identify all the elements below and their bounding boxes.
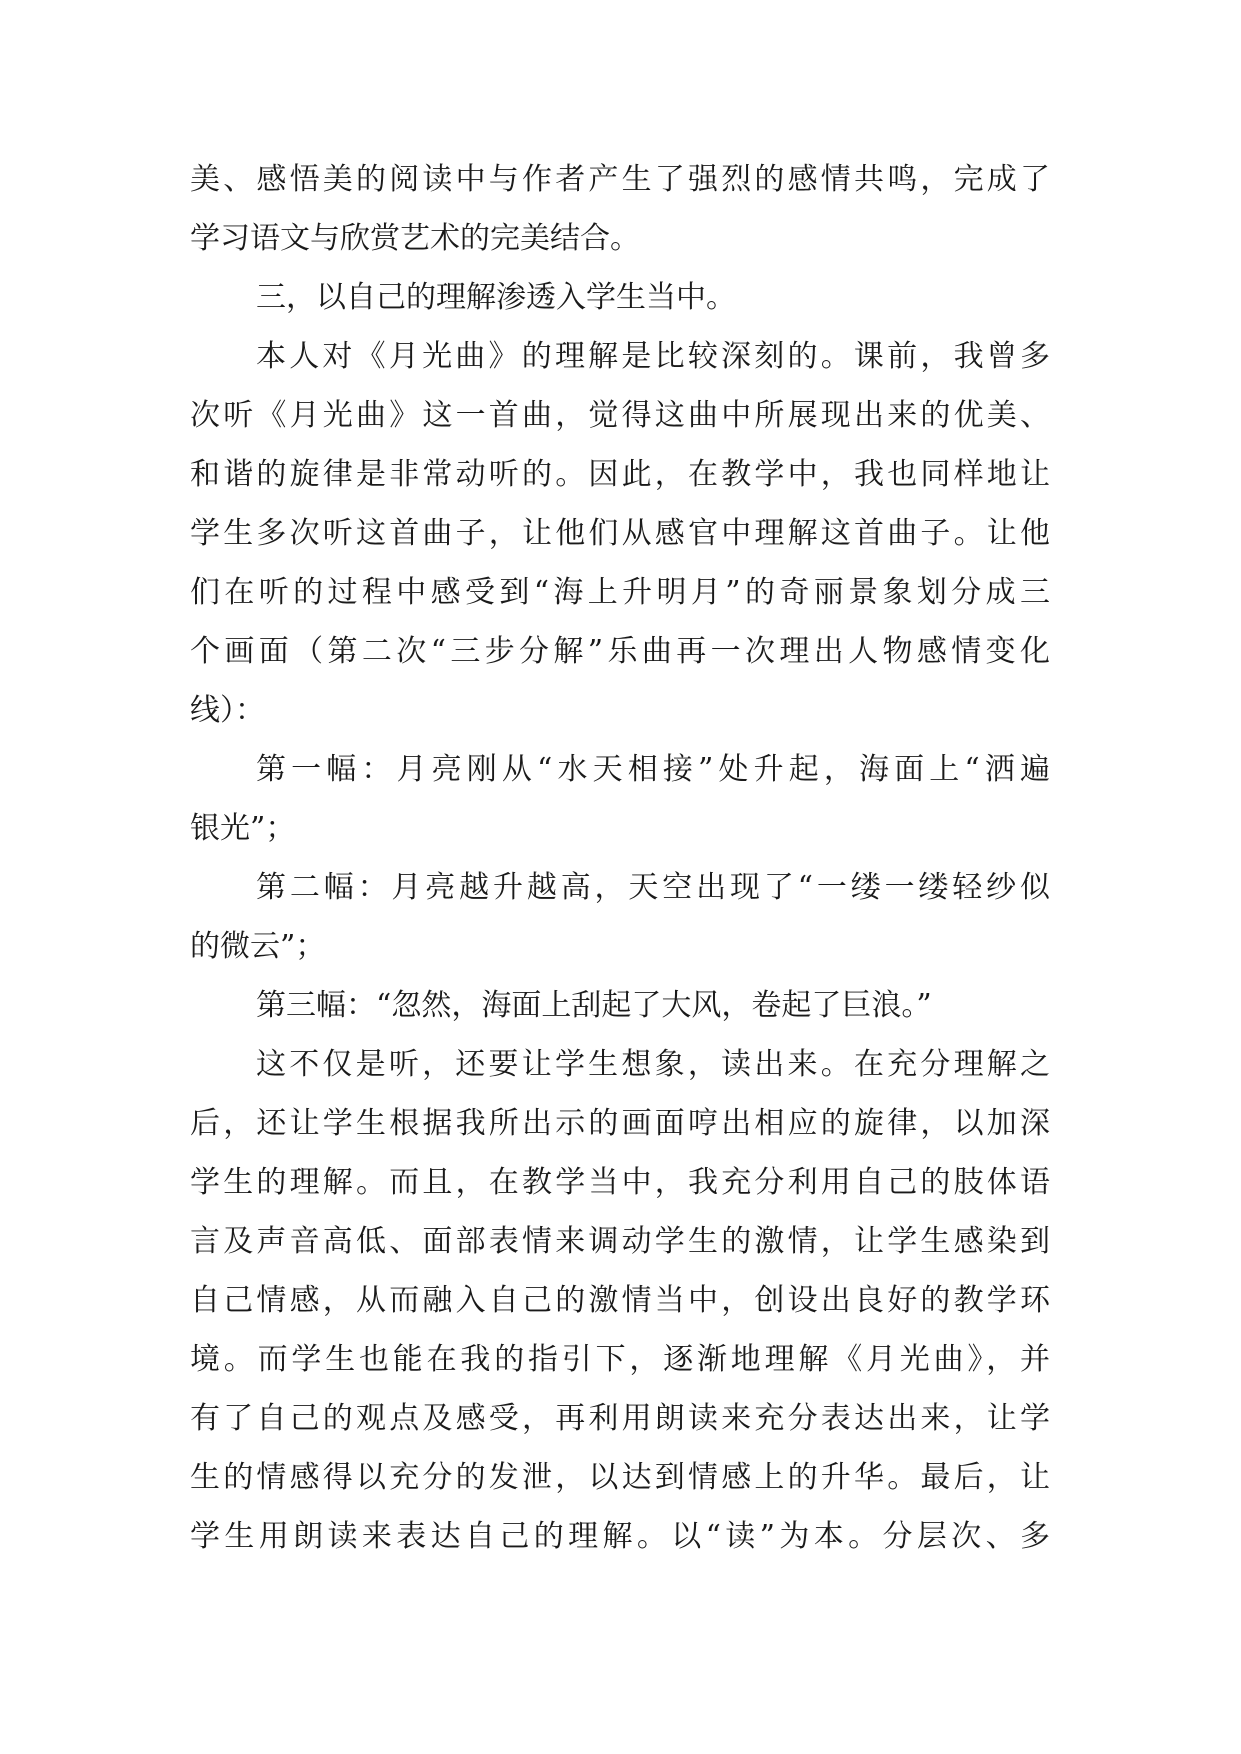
text-line: 有了自己的观点及感受，再利用朗读来充分表达出来，让学: [190, 1401, 1050, 1436]
text-line: 线）：: [190, 693, 265, 728]
text-line: 境。而学生也能在我的指引下，逐渐地理解《月光曲》，并: [190, 1342, 1050, 1377]
text-line: 次听《月光曲》这一首曲，觉得这曲中所展现出来的优美、: [190, 398, 1050, 433]
section-heading: 三，以自己的理解渗透入学生当中。: [256, 280, 736, 315]
text-line: 个画面（第二次“三步分解”乐曲再一次理出人物感情变化: [190, 634, 1050, 669]
text-line: 第二幅：月亮越升越高，天空出现了“一缕一缕轻纱似: [256, 870, 1050, 905]
text-line: 言及声音高低、面部表情来调动学生的激情，让学生感染到: [190, 1224, 1050, 1259]
text-line: 自己情感，从而融入自己的激情当中，创设出良好的教学环: [190, 1283, 1050, 1318]
text-line: 和谐的旋律是非常动听的。因此，在教学中，我也同样地让: [190, 457, 1050, 492]
text-line: 学习语文与欣赏艺术的完美结合。: [190, 221, 640, 256]
text-line: 这不仅是听，还要让学生想象，读出来。在充分理解之: [256, 1047, 1050, 1082]
text-line: 后，还让学生根据我所出示的画面哼出相应的旋律，以加深: [190, 1106, 1050, 1141]
text-line: 第三幅：“忽然，海面上刮起了大风，卷起了巨浪。”: [256, 988, 932, 1023]
document-body: [190, 150, 1050, 1566]
text-line: 生的情感得以充分的发泄，以达到情感上的升华。最后，让: [190, 1460, 1050, 1495]
text-line: 美、感悟美的阅读中与作者产生了强烈的感情共鸣，完成了: [190, 162, 1050, 197]
text-line: 的微云”；: [190, 929, 326, 964]
text-line: 银光”；: [190, 811, 296, 846]
text-line: 第一幅：月亮刚从“水天相接”处升起，海面上“洒遍: [256, 752, 1050, 787]
text-line: 们在听的过程中感受到“海上升明月”的奇丽景象划分成三: [190, 575, 1050, 610]
text-line: 学生多次听这首曲子，让他们从感官中理解这首曲子。让他: [190, 516, 1050, 551]
text-line: 学生用朗读来表达自己的理解。以“读”为本。分层次、多: [190, 1519, 1050, 1554]
text-line: 本人对《月光曲》的理解是比较深刻的。课前，我曾多: [256, 339, 1050, 374]
text-line: 学生的理解。而且，在教学当中，我充分利用自己的肢体语: [190, 1165, 1050, 1200]
